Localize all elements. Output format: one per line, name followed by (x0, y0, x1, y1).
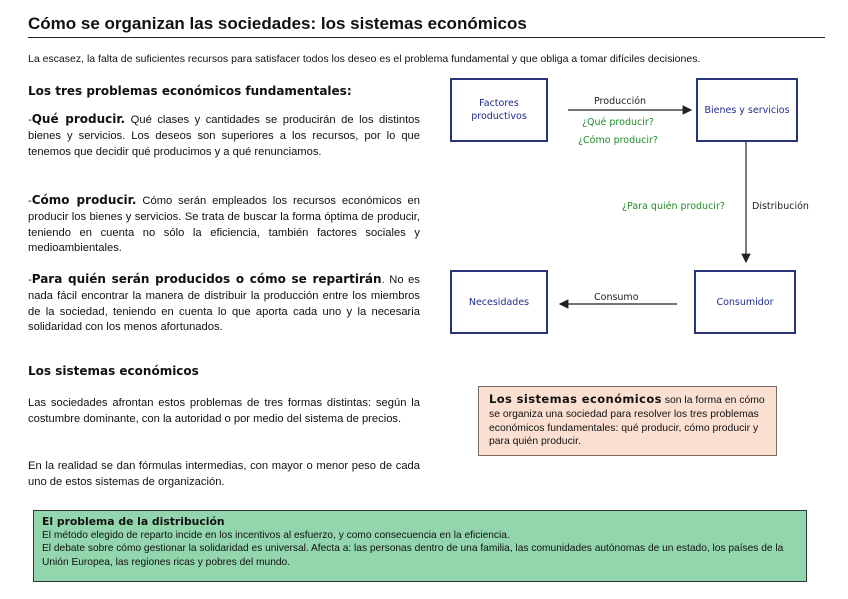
label-produccion: Producción (594, 96, 647, 107)
note-title: El problema de la distribución (42, 515, 225, 528)
definition-box (478, 386, 777, 456)
page-title: Cómo se organizan las sociedades: los sistemas económicos (28, 13, 825, 38)
intro-text: La escasez, la falta de suficientes recursos para satisfacer todos los deseo es el problema fundamental y que obliga a tomar difíciles decisiones. (28, 53, 701, 65)
label-que-producir: ¿Qué producir? (582, 117, 654, 128)
section-heading-systems: Los sistemas económicos (28, 364, 199, 378)
box-bienes-servicios: Bienes y servicios (696, 78, 798, 142)
systems-paragraph-1: Las sociedades afrontan estos problemas de tres formas distintas: según la costumbre dominante, con la autoridad o por medio del sistema de precios. (28, 397, 420, 425)
section-heading-problems: Los tres problemas económicos fundamentales: (28, 84, 352, 98)
definition-text: son la forma en cómo se organiza una sociedad para resolver los tres problemas económicos fundamentales: qué producir, cómo producir y para quién producir. (489, 395, 765, 448)
term-que-producir: Qué producir. (31, 112, 126, 126)
distribution-note (33, 510, 807, 582)
box-consumidor: Consumidor (694, 270, 796, 334)
label-distribucion: Distribución (752, 201, 809, 212)
note-line-1: El método elegido de reparto incide en los incentivos al esfuerzo, y como consecuencia en la eficiencia. (42, 529, 510, 541)
systems-paragraph-2: En la realidad se dan fórmulas intermedias, con mayor o menor peso de cada uno de estos sistemas de organización. (28, 460, 420, 488)
label-como-producir: ¿Cómo producir? (578, 135, 658, 146)
box-factores-productivos: Factores productivos (450, 78, 548, 142)
label-consumo: Consumo (594, 292, 639, 303)
note-line-2: El debate sobre cómo gestionar la solidaridad es universal. Afecta a: las personas dentro de una familia, las comunidades autónomas de un estado, los países de la Unión Europea, las regiones ricas y pobres del mundo. (42, 543, 784, 568)
problem-como-producir: -Cómo producir. Cómo serán empleados los recursos económicos en producir los bienes y servicios. Se trata de buscar la forma óptima de producir, teniendo en cuenta no sólo la eficiencia, también factores sociales y medioambientales. (28, 193, 420, 255)
term-como-producir: Cómo producir. (31, 193, 137, 207)
problem-que-producir: -Qué producir. Qué clases y cantidades se producirán de los distintos bienes y servicios. Los deseos son superiores a los recursos, por lo que tenemos que decidir qué producimos y a qué renunciamos. (28, 112, 420, 158)
term-para-quien: Para quién serán producidos o cómo se repartirán (31, 272, 382, 286)
definition-term: Los sistemas económicos (489, 392, 662, 406)
label-para-quien: ¿Para quién producir? (622, 201, 725, 212)
problem-para-quien: -Para quién serán producidos o cómo se repartirán. No es nada fácil encontrar la manera de distribuir la producción entre los miembros de la sociedad, teniendo en cuenta lo que aporta cada uno y la necesaria solidaridad con los menos afortunados. (28, 272, 420, 334)
box-necesidades: Necesidades (450, 270, 548, 334)
